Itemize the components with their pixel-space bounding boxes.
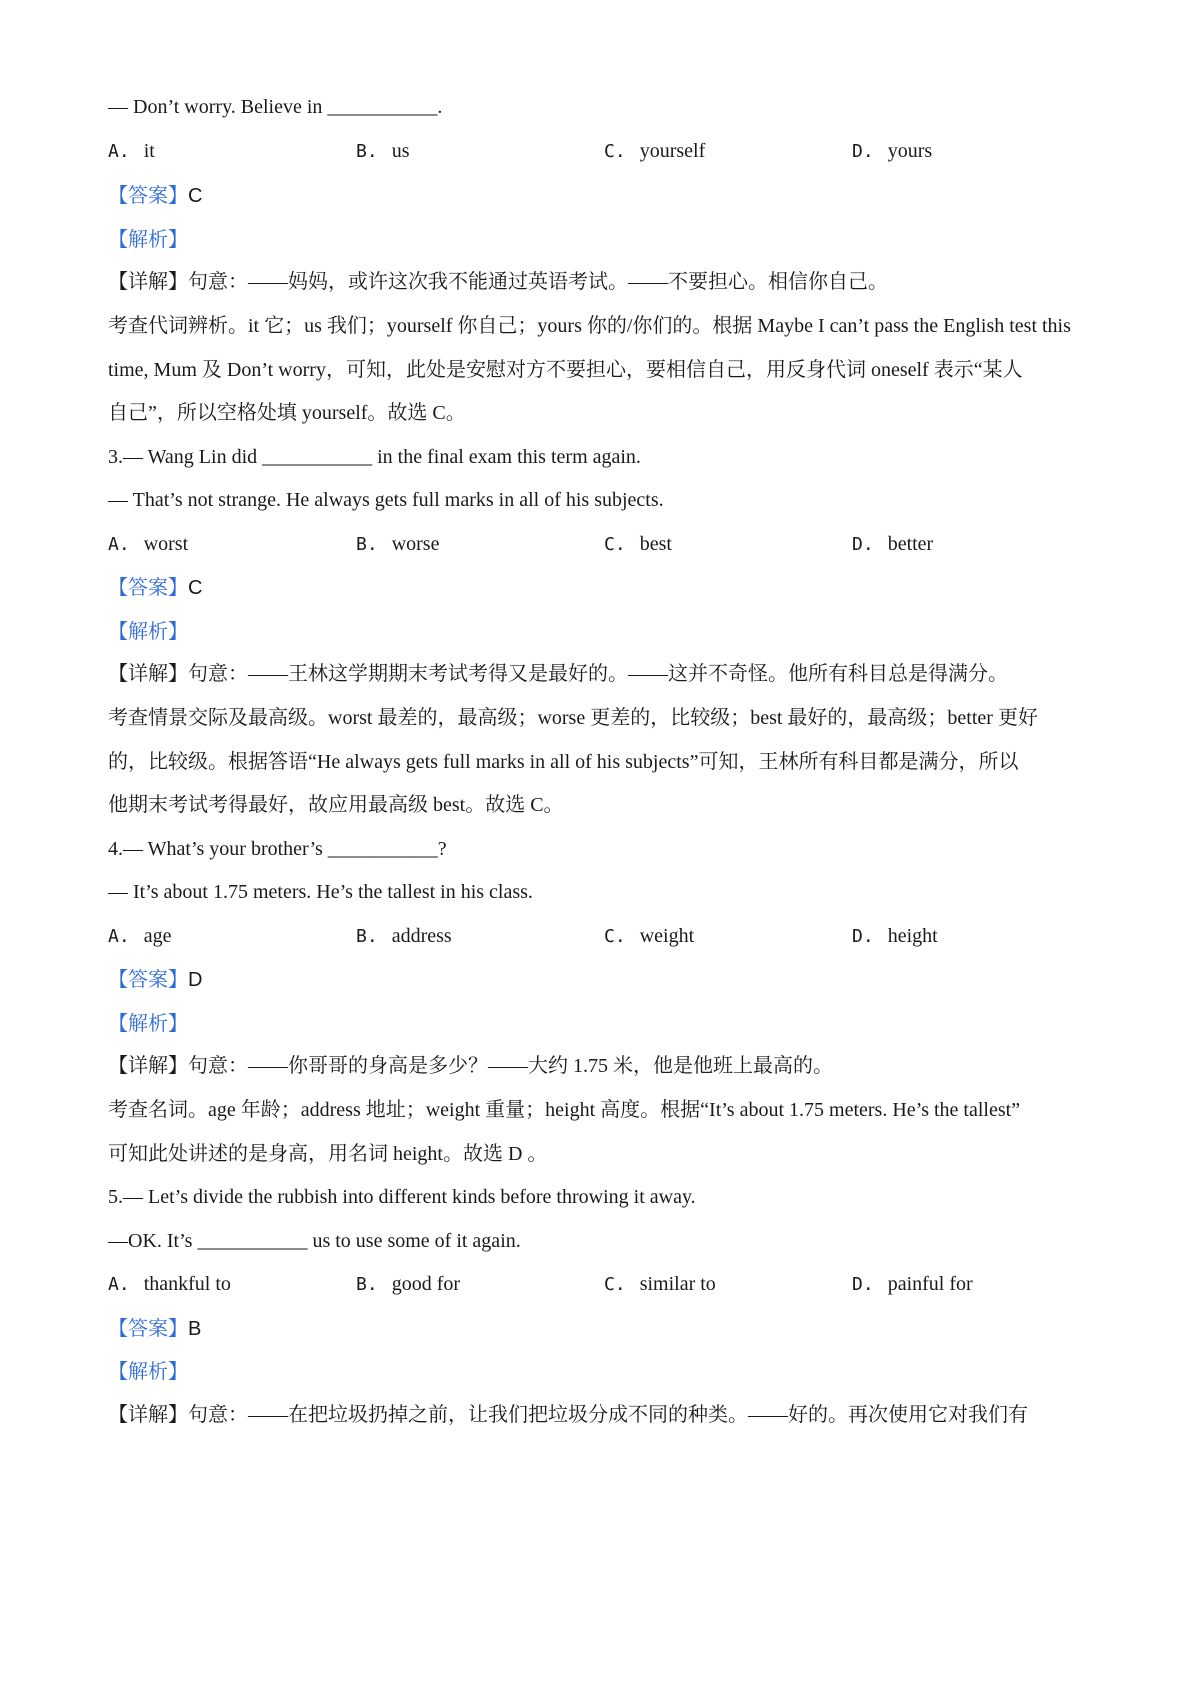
q4-option-c: C. weight xyxy=(604,925,695,947)
answer-value: C xyxy=(188,185,203,207)
q2-detail-4: 自己”，所以空格处填 yourself。故选 C。 xyxy=(108,402,466,424)
q3-option-c: C. best xyxy=(604,533,672,555)
q5-option-c: C. similar to xyxy=(604,1273,716,1295)
q5-detail-1: 【详解】句意：——在把垃圾扔掉之前，让我们把垃圾分成不同的种类。——好的。再次使用它对我们有 xyxy=(108,1404,1028,1426)
q2-detail-2: 考查代词辨析。it 它；us 我们；yourself 你自己；yours 你的/你们的。根据 Maybe I can’t pass the English test this xyxy=(108,315,1071,337)
q2-detail-3: time, Mum 及 Don’t worry，可知，此处是安慰对方不要担心，要相信自己，用反身代词 oneself 表示“某人 xyxy=(108,359,1023,381)
answer-tag: 【答案】 xyxy=(108,1316,188,1340)
answer-value: B xyxy=(188,1318,202,1340)
q4-option-d: D. height xyxy=(852,925,938,947)
q4-reply: — It’s about 1.75 meters. He’s the tallest in his class. xyxy=(108,881,533,903)
q5-option-a: A. thankful to xyxy=(108,1273,231,1295)
q5-answer xyxy=(108,1314,1098,1343)
q5-stem: 5.— Let’s divide the rubbish into different kinds before throwing it away. xyxy=(108,1186,696,1208)
q5-option-b: B. good for xyxy=(356,1273,461,1295)
q4-option-b: B. address xyxy=(356,925,452,947)
q5-options xyxy=(108,1270,1098,1298)
q2-option-b: B. us xyxy=(356,140,410,162)
q3-option-b: B. worse xyxy=(356,533,440,555)
answer-tag: 【答案】 xyxy=(108,575,188,599)
detail-tag: 【详解】 xyxy=(108,271,188,293)
q5-reply: —OK. It’s ___________ us to use some of it again. xyxy=(108,1230,521,1252)
q2-answer xyxy=(108,181,1098,210)
q4-analysis-tag: 【解析】 xyxy=(108,1011,188,1035)
q2-option-c: C. yourself xyxy=(604,140,706,162)
q2-options xyxy=(108,137,1098,165)
q4-stem: 4.— What’s your brother’s ___________? xyxy=(108,838,447,860)
q4-detail-3: 可知此处讲述的是身高，用名词 height。故选 D 。 xyxy=(108,1143,548,1165)
q3-answer xyxy=(108,573,1098,602)
answer-value: D xyxy=(188,969,203,991)
q3-detail-4: 他期末考试考得最好，故应用最高级 best。故选 C。 xyxy=(108,794,564,816)
q2-dialogue-line: — Don’t worry. Believe in ___________. xyxy=(108,96,443,118)
answer-tag: 【答案】 xyxy=(108,967,188,991)
q3-detail-3: 的，比较级。根据答语“He always gets full marks in all of his subjects”可知，王林所有科目都是满分，所以 xyxy=(108,751,1019,773)
q3-detail-2: 考查情景交际及最高级。worst 最差的，最高级；worse 更差的，比较级；best 最好的，最高级；better 更好 xyxy=(108,707,1038,729)
q2-detail-1: 【详解】句意：——妈妈，或许这次我不能通过英语考试。——不要担心。相信你自己。 xyxy=(108,271,888,293)
q4-option-a: A. age xyxy=(108,925,172,947)
q3-option-d: D. better xyxy=(852,533,934,555)
detail-tag: 【详解】 xyxy=(108,1055,188,1077)
q4-detail-1: 【详解】句意：——你哥哥的身高是多少？——大约 1.75 米，他是他班上最高的。 xyxy=(108,1055,833,1077)
q3-option-a: A. worst xyxy=(108,533,189,555)
q4-options xyxy=(108,922,1098,950)
q3-reply: — That’s not strange. He always gets full marks in all of his subjects. xyxy=(108,489,664,511)
q2-option-d: D. yours xyxy=(852,140,933,162)
answer-tag: 【答案】 xyxy=(108,183,188,207)
q3-analysis-tag: 【解析】 xyxy=(108,619,188,643)
q4-answer xyxy=(108,965,1098,994)
answer-value: C xyxy=(188,577,203,599)
detail-tag: 【详解】 xyxy=(108,663,188,685)
q3-stem: 3.— Wang Lin did ___________ in the final exam this term again. xyxy=(108,446,641,468)
detail-tag: 【详解】 xyxy=(108,1404,188,1426)
q2-option-a: A. it xyxy=(108,140,155,162)
q4-detail-2: 考查名词。age 年龄；address 地址；weight 重量；height 高度。根据“It’s about 1.75 meters. He’s the tallest” xyxy=(108,1099,1021,1121)
q3-options xyxy=(108,530,1098,558)
q3-detail-1: 【详解】句意：——王林这学期期末考试考得又是最好的。——这并不奇怪。他所有科目总是得满分。 xyxy=(108,663,1008,685)
q2-analysis-tag: 【解析】 xyxy=(108,227,188,251)
q5-analysis-tag: 【解析】 xyxy=(108,1359,188,1383)
q5-option-d: D. painful for xyxy=(852,1273,973,1295)
